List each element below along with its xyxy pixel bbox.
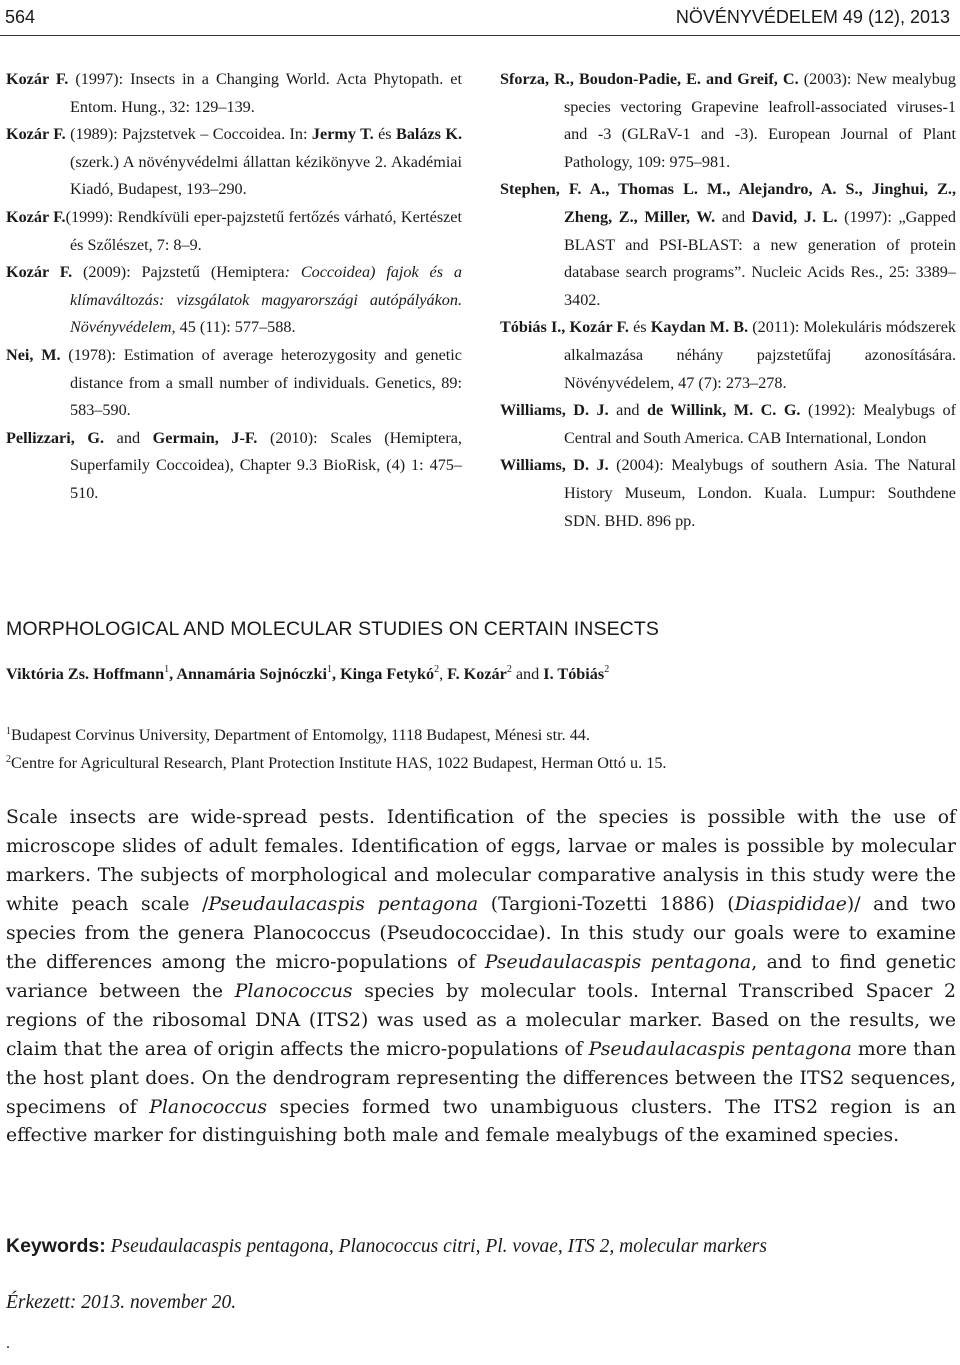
ref-author: Williams, D. J. [500,401,609,420]
author-name: F. Kozár [447,665,507,683]
ref-author: Tóbiás I., Kozár F. [500,318,629,337]
ref-text: (2003): New mealybug species vectoring Grapevine leafroll-associated viruses-1 and -3 (GLRaV-1 and -3). European Journal of Plant Pathology, 109: 975–981. [564,70,956,171]
reference-entry [500,176,956,314]
ref-author: David, J. L. [751,207,838,226]
ref-author: Kaydan M. B. [650,318,749,337]
ref-italic-text: : Coccoidea) fajok és a klímaváltozás: vizsgálatok magyarországi autópályákon. Növényvédelem, [70,263,462,337]
ref-text: (2009): Pajzstetű (Hemiptera [72,263,285,282]
ref-author: Pellizzari, G. [6,428,105,447]
affiliation [6,754,956,773]
abstract-species-name: Pseudaulacaspis pentagona [588,1038,852,1060]
author-list [6,665,956,684]
ref-author: Sforza, R., Boudon-Padie, E. and Greif, C. [500,70,799,88]
ref-text: (1978): Estimation of average heterozygosity and genetic distance from a small number of individuals. Genetics, 89: 583–590. [60,345,462,420]
affiliation-mark: 2 [6,754,11,765]
ref-author: Kozár F. [6,70,69,88]
abstract-text: species by molecular tools. Internal Transcribed Spacer 2 regions of the ribosomal DNA (ITS2) was used as a molecular marker. Based on the results, we claim that the area of origin affects the micro-populations of [6,980,956,1060]
abstract-species-name: Pseudaulacaspis pentagona [484,951,752,973]
reference-entry [6,204,462,259]
ref-text: and [608,401,647,420]
abstract-text: (Targioni-Tozetti 1886) ( [478,893,735,915]
abstract-species-name: Diaspididae [734,893,847,915]
author-affil-mark: 2 [434,664,440,675]
article-title: MORPHOLOGICAL AND MOLECULAR STUDIES ON CERTAIN INSECTS [6,618,659,640]
header-rule [0,35,960,36]
reference-entry [500,314,956,397]
author-separator: and [511,665,544,683]
author-affil-mark: 1 [164,664,170,675]
ref-text: (2011): Molekuláris módszerek alkalmazása néhány pajzstetűfaj azonosítására. Növényvédelem, 47 (7): 273–278. [564,318,956,392]
reference-entry [6,66,462,121]
trailing-mark: . [6,1335,10,1352]
references-left-column [6,66,462,508]
ref-author: Balázs K. [396,125,463,144]
reference-entry [6,121,462,204]
author-separator: , [332,665,341,683]
author-affil-mark: 2 [604,664,610,675]
abstract-text: Scale insects are wide-spread pests. Identification of the species is possible with the use of microscope slides of adult females. Identification of eggs, larvae or males is possible by molecular markers. The subjects of morphological and molecular comparative analysis in this study were the white peach scale / [6,807,956,915]
ref-text: 45 (11): 577–588. [175,318,296,337]
ref-author: Germain, J-F. [152,428,258,447]
abstract-text: )/ and two species from the genera Planococcus (Pseudococcidae). In this study our goals were to examine the differences among the micro-populations of [6,893,956,973]
ref-text: (2004): Mealybugs of southern Asia. The Natural History Museum, London. Kuala. Lumpur: Southdene SDN. BHD. 896 pp. [564,456,957,530]
ref-text: és [628,318,651,337]
affiliation [6,726,956,745]
reference-entry [500,66,956,176]
reference-entry [6,425,462,508]
references-right-column [500,66,956,535]
ref-author: Jermy T. [311,125,374,144]
ref-author: Nei, M. [6,345,61,364]
affiliation-text: Centre for Agricultural Research, Plant Protection Institute HAS, 1022 Budapest, Herman Ottó u. 15. [11,754,667,772]
reference-entry [6,342,462,425]
ref-author: Kozár F. [6,125,66,144]
received-date: Érkezett: 2013. november 20. [6,1292,237,1313]
ref-text: (1999): Rendkívüli eper-pajzstetű fertőzés várható, Kertészet és Szőlészet, 7: 8–9. [65,207,462,254]
abstract-text: , and to find genetic variance between the [6,951,957,1002]
page-number: 564 [5,6,36,27]
keywords-list: Pseudaulacaspis pentagona, Planococcus citri, Pl. vovae, ITS 2, molecular markers [105,1236,767,1257]
author-affil-mark: 2 [506,664,512,675]
author-name: Viktória Zs. Hoffmann [6,665,165,683]
abstract-species-name: Planococcus [149,1096,268,1118]
ref-text: (1992): Mealybugs of Central and South America. CAB International, London [564,401,956,447]
ref-text: (1997): Insects in a Changing World. Acta Phytopath. et Entom. Hung., 32: 129–139. [68,70,462,116]
page-header [5,4,950,30]
ref-text: (szerk.) A növényvédelmi állattan kézikönyve 2. Akadémiai Kiadó, Budapest, 193–290. [70,152,462,199]
author-separator: , [169,665,177,683]
reference-entry [500,452,956,535]
reference-entry [500,397,956,452]
journal-title: NÖVÉNYVÉDELEM 49 (12), 2013 [675,6,950,27]
ref-author: Kozár F. [6,263,73,282]
ref-text: és [373,125,397,144]
author-affil-mark: 1 [327,664,332,675]
ref-text: (1989): Pajzstetvek – Coccoidea. In: [65,125,312,144]
abstract-text: species formed two unambiguous clusters. The ITS2 region is an effective marker for distinguishing both male and female mealybugs of the examined species. [6,1096,956,1147]
ref-text: (2010): Scales (Hemiptera, Superfamily Coccoidea), Chapter 9.3 BioRisk, (4) 1: 475–510. [70,428,462,502]
keywords [6,1235,956,1258]
ref-author: Williams, D. J. [500,456,609,475]
ref-author: de Willink, M. C. G. [647,401,801,420]
abstract-species-name: Planococcus [234,980,353,1002]
author-name: Annamária Sojnóczki [176,665,327,683]
affiliation-mark: 1 [6,726,11,737]
author-separator: , [439,665,448,683]
abstract [6,804,956,1151]
abstract-text: more than the host plant does. On the dendrogram representing the differences between the ITS2 sequences, specimens of [6,1038,957,1118]
keywords-label: Keywords: [6,1235,106,1257]
author-name: I. Tóbiás [543,665,605,683]
affiliation-text: Budapest Corvinus University, Department of Entomolgy, 1118 Budapest, Ménesi str. 44. [11,726,590,744]
ref-text: (1997): „Gapped BLAST and PSI-BLAST: a new generation of protein database search programs”. Nucleic Acids Res., 25: 3389–3402. [564,207,956,309]
ref-author: Kozár F. [6,207,66,226]
abstract-species-name: Pseudaulacaspis pentagona [208,893,479,915]
author-name: Kinga Fetykó [340,665,435,683]
ref-text: and [715,207,752,226]
ref-text: and [104,428,153,447]
reference-entry [6,259,462,342]
ref-author: Stephen, F. A., Thomas L. M., Alejandro, A. S., Jinghui, Z., Zheng, Z., Miller, W. [500,180,956,226]
